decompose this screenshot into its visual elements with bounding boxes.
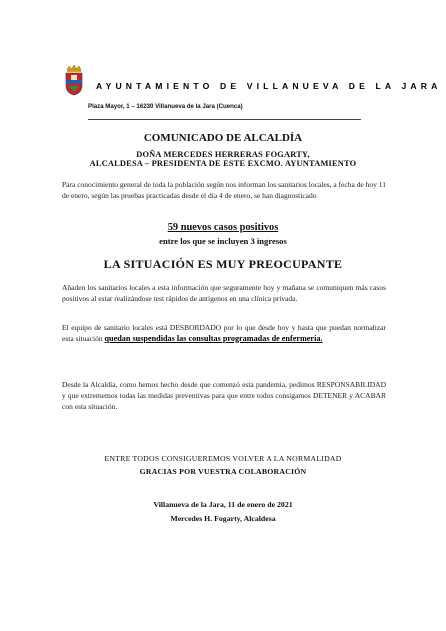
overflow-paragraph — [62, 323, 386, 344]
overflow-text: El equipo de sanitario locales está DESBORDADO por lo que desde hoy y hasta que puedan normalizar esta situación — [62, 323, 386, 343]
author-role: ALCALDESA – PRESIDENTA DE ESTE EXCMO. AYUNTAMIENTO — [89, 159, 357, 168]
cases-subline: entre los que se incluyen 3 ingresos — [159, 236, 287, 246]
signature-line: Mercedes H. Fogarty, Alcaldesa — [170, 514, 276, 523]
coat-of-arms-icon — [63, 63, 85, 97]
organization-name: AYUNTAMIENTO DE VILLANUEVA DE LA JARA — [96, 81, 442, 91]
responsibility-paragraph: Desde la Alcaldía, como hemos hecho desde que comenzó esta pandemia, pedimos RESPONSABILIDAD y que extrememos todas las medidas preventivas para que entre todos consigamos DETENER y ACABAR con esta situación. — [62, 380, 386, 412]
date-line: Villanueva de la Jara, 11 de enero de 2021 — [153, 500, 293, 509]
header-divider — [88, 119, 361, 120]
additional-cases-paragraph: Añaden los sanitarios locales a esta información que seguramente hoy y mañana se comuniquen más casos positivos al estar realizándose test rápidos de antígenos en una clínica privada. — [62, 283, 386, 303]
document-title: COMUNICADO DE ALCALDÍA — [143, 132, 303, 144]
organization-address: Plaza Mayor, 1 – 16230 Villanueva de la Jara (Cuenca) — [88, 103, 243, 110]
closing-line-thanks: GRACIAS POR VUESTRA COLABORACIÓN — [139, 467, 307, 476]
situation-headline: LA SITUACIÓN ES MUY PREOCUPANTE — [103, 257, 343, 271]
suspended-consultations-text: quedan suspendidas las consultas programadas de enfermería. — [104, 333, 323, 343]
author-name: DOÑA MERCEDES HERRERAS FOGARTY, — [136, 150, 310, 159]
intro-paragraph: Para conocimiento general de toda la población según nos informan los sanitarios locales, a fecha de hoy 11 de enero, según las pruebas practicadas desde el día 4 de enero, se han diagnosticado — [62, 180, 386, 200]
closing-line-normality: ENTRE TODOS CONSIGUEREMOS VOLVER A LA NORMALIDAD — [104, 454, 342, 463]
cases-headline: 59 nuevos casos positivos — [167, 222, 279, 233]
